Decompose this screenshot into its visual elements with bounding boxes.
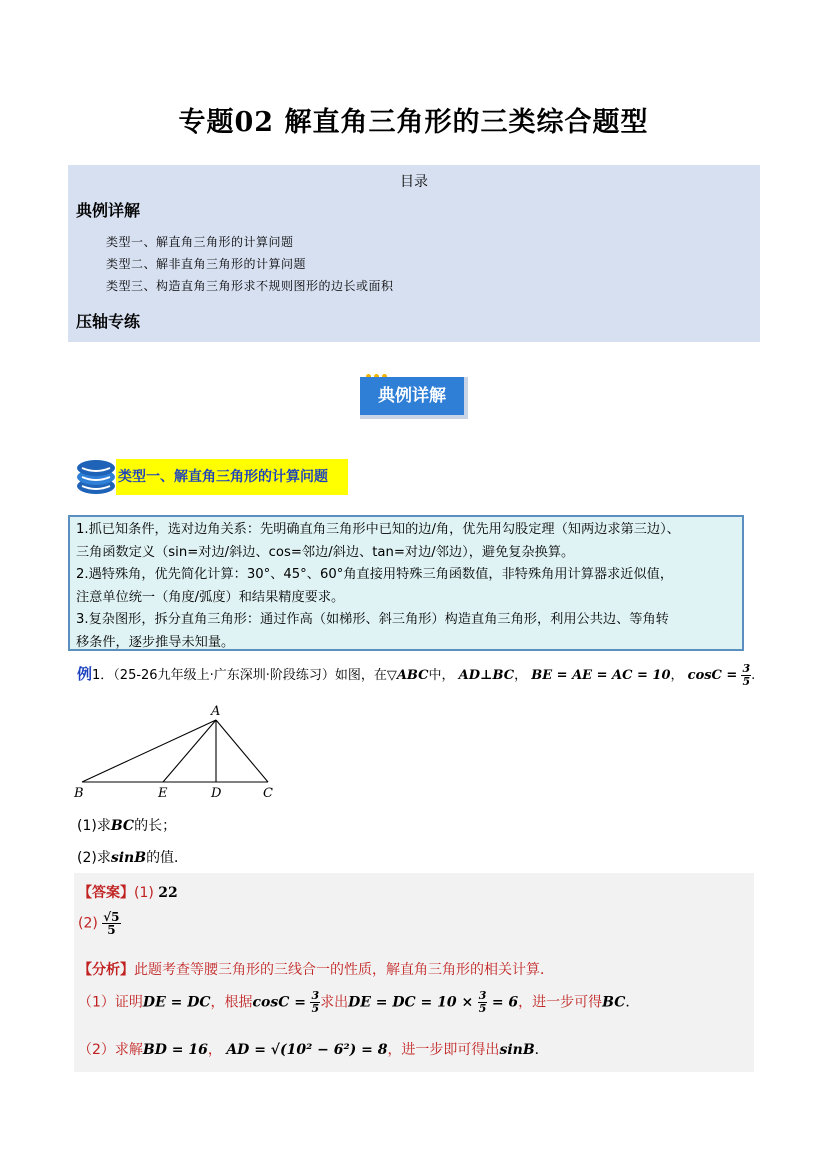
analysis-math: = 6: [491, 994, 519, 1011]
answer-box: [74, 873, 754, 1072]
type-heading: 类型一、解直角三角形的计算问题: [116, 459, 348, 495]
answer-line-2: [78, 911, 121, 936]
label-B: B: [74, 786, 84, 801]
example-text: 中，: [428, 668, 455, 683]
condition-perpendicular: AD⊥BC: [458, 668, 515, 683]
triangle-figure: [70, 700, 290, 805]
answer-line-1: [78, 882, 178, 902]
method-tips-box: [68, 515, 744, 651]
analysis-math: BD = 16: [142, 1042, 208, 1058]
segment-AE: [163, 720, 216, 782]
segment-AC: [216, 720, 268, 782]
toc-item-type3[interactable]: 类型三、构造直角三角形求不规则图形的边长或面积: [106, 279, 394, 293]
question-var: sinB: [110, 850, 147, 866]
analysis-label: 【分析】: [78, 962, 134, 978]
answer-part1-prefix: (1): [134, 885, 154, 901]
toc-item-type2[interactable]: 类型二、解非直角三角形的计算问题: [106, 257, 307, 271]
triangle-name: ▽ABC: [386, 668, 429, 683]
label-E: E: [158, 786, 168, 801]
period: .: [751, 668, 756, 683]
tip-line: 三角函数定义（sin=对边/斜边、cos=邻边/斜边、tan=对边/邻边），避免复杂换算。: [76, 544, 575, 560]
period: ．: [625, 994, 640, 1011]
books-icon: [74, 456, 118, 496]
analysis-line: [78, 959, 554, 979]
condition-equal-sides: BE = AE = AC = 10: [531, 668, 671, 683]
fraction: $\frac{3}{5}$: [311, 989, 320, 1015]
question-text: (1)求: [77, 818, 111, 834]
analysis-text: 此题考查等腰三角形的三线合一的性质，解直角三角形的相关计算．: [134, 962, 554, 978]
label-A: A: [211, 704, 221, 719]
analysis-step-1: [78, 990, 639, 1015]
analysis-math: AD = √(10² − 6²) = 8: [226, 1042, 388, 1058]
segment-AB: [82, 720, 216, 782]
separator: ，: [670, 668, 684, 683]
separator: ，: [514, 668, 528, 683]
toc-section-practice[interactable]: 压轴专练: [76, 312, 141, 331]
toc-heading: 目录: [400, 174, 428, 190]
answer-part2-fraction: $\frac{√5}{5}$: [103, 910, 120, 937]
analysis-text: （2）求解: [78, 1042, 143, 1058]
question-text: 的值．: [146, 850, 189, 866]
analysis-math: DE = DC: [142, 994, 211, 1011]
example-statement: [77, 663, 755, 688]
tip-line: 注意单位统一（角度/弧度）和结果精度要求。: [76, 589, 345, 605]
question-text: (2)求: [77, 850, 111, 866]
example-number: 1．: [92, 668, 114, 683]
analysis-math: cosC =: [252, 994, 306, 1011]
example-source: （25-26九年级上·广东深圳·阶段练习）如图，在: [113, 668, 387, 683]
page-title: 专题02 解直角三角形的三类综合题型: [178, 107, 649, 138]
analysis-text: （1）证明: [78, 994, 143, 1011]
question-2: [77, 847, 188, 867]
analysis-math: BC: [602, 994, 626, 1011]
period: ．: [534, 1042, 549, 1058]
analysis-math: sinB: [499, 1042, 535, 1058]
analysis-text: ，进一步可得: [518, 994, 603, 1011]
analysis-math: DE = DC = 10 ×: [348, 994, 474, 1011]
banner-label: 典例详解: [360, 377, 464, 415]
question-1: [77, 815, 176, 835]
condition-cosine: cosC =: [687, 668, 738, 683]
fraction: $\frac{3}{5}$: [742, 662, 751, 688]
question-var: BC: [110, 818, 135, 834]
tip-line: 2.遇特殊角，优先简化计算：30°、45°、60°角直接用特殊三角函数值，非特殊角用计算器求近似值，: [76, 567, 674, 582]
question-text: 的长；: [134, 818, 177, 834]
tip-line: 3.复杂图形，拆分直角三角形：通过作高（如梯形、斜三角形）构造直角三角形，利用公共边、等角转: [76, 612, 669, 627]
analysis-text: 求出: [320, 994, 349, 1011]
label-D: D: [211, 786, 222, 801]
analysis-text: ，根据: [210, 994, 253, 1011]
fraction: $\frac{3}{5}$: [478, 989, 487, 1015]
answer-label: 【答案】: [78, 885, 134, 901]
analysis-step-2: [78, 1039, 549, 1059]
tip-line: 1.抓已知条件，选对边角关系：先明确直角三角形中已知的边/角，优先用勾股定理（知两边求第三边）、: [76, 522, 680, 537]
section-banner: [360, 377, 468, 419]
toc-item-type1[interactable]: 类型一、解直角三角形的计算问题: [106, 235, 294, 249]
analysis-text: ，: [207, 1042, 222, 1058]
table-of-contents: [68, 165, 760, 342]
analysis-text: ，进一步即可得出: [387, 1042, 500, 1058]
label-C: C: [263, 786, 273, 801]
answer-part1-value: 22: [158, 885, 178, 901]
toc-section-examples[interactable]: 典例详解: [76, 201, 141, 220]
example-label: 例: [77, 665, 93, 683]
tip-line: 移条件，逐步推导未知量。: [76, 634, 235, 650]
answer-part2-prefix: (2): [78, 915, 98, 932]
